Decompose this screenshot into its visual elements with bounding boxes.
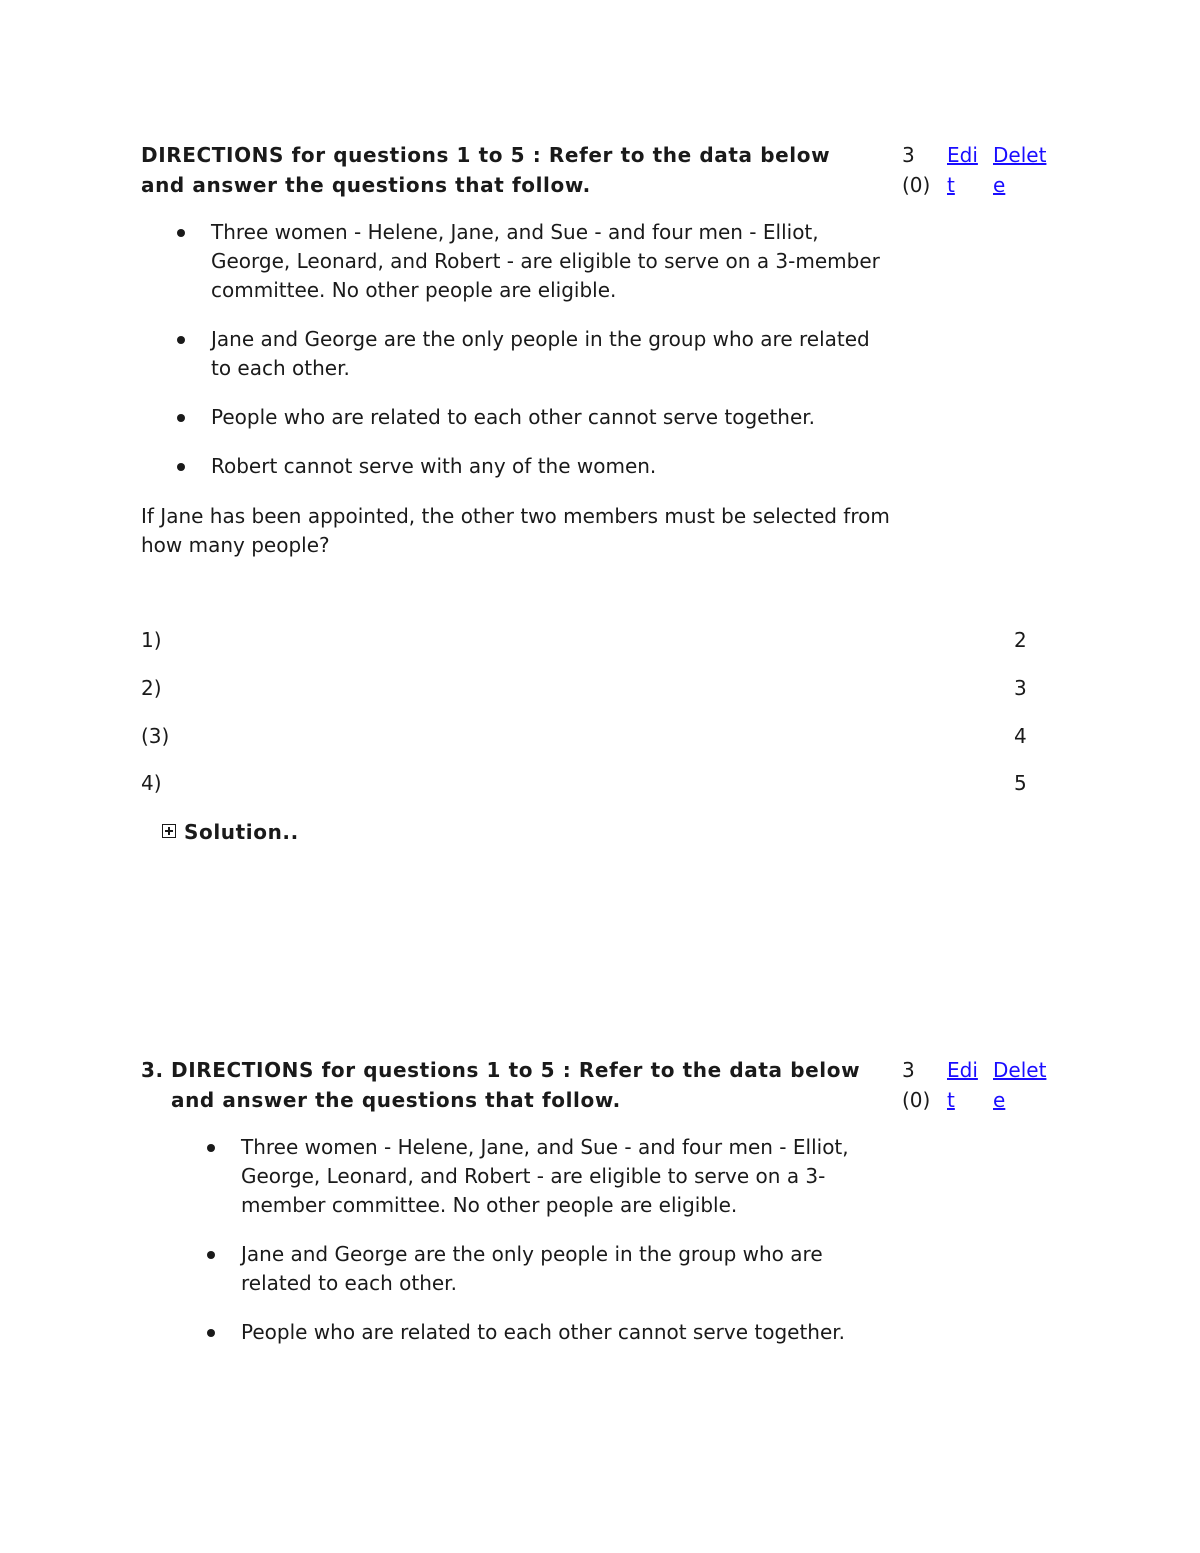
solution-label: Solution.. bbox=[184, 820, 299, 844]
q3-delete-link[interactable]: Delete bbox=[993, 1058, 1047, 1112]
bullet-icon bbox=[207, 1251, 215, 1259]
option-value[interactable]: 2 bbox=[1014, 628, 1027, 652]
expand-plus-icon bbox=[162, 824, 176, 838]
q3-score: 3(0) bbox=[902, 1058, 931, 1112]
q3-edit-link[interactable]: Edit bbox=[947, 1058, 978, 1112]
bullet-icon bbox=[207, 1329, 215, 1337]
q2-directions: DIRECTIONS for questions 1 to 5 : Refer to the data below and answer the questions that follow. bbox=[141, 143, 831, 197]
q2-edit-link[interactable]: Edit bbox=[947, 143, 978, 197]
option-label: (3) bbox=[141, 724, 170, 748]
bullet-icon bbox=[207, 1144, 215, 1152]
bullet-icon bbox=[177, 336, 185, 344]
bullet-text: Three women - Helene, Jane, and Sue - and four men - Elliot, George, Leonard, and Robert - are eligible to serve on a 3-member committee. No other people are eligible. bbox=[241, 1135, 849, 1217]
bullet-text: People who are related to each other cannot serve together. bbox=[241, 1320, 846, 1344]
option-label: 2) bbox=[141, 676, 162, 700]
q2-score: 3(0) bbox=[902, 143, 931, 197]
solution-toggle[interactable] bbox=[162, 817, 299, 847]
option-value[interactable]: 3 bbox=[1014, 676, 1027, 700]
list-item bbox=[211, 452, 891, 481]
q3-number: 3. bbox=[141, 1058, 164, 1082]
bullet-text: Robert cannot serve with any of the women. bbox=[211, 454, 657, 478]
bullet-icon bbox=[177, 463, 185, 471]
q2-delete-link[interactable]: Delete bbox=[993, 143, 1047, 197]
list-item bbox=[211, 218, 891, 305]
bullet-text: Jane and George are the only people in the group who are related to each other. bbox=[241, 1242, 823, 1295]
bullet-text: Jane and George are the only people in the group who are related to each other. bbox=[211, 327, 870, 380]
bullet-text: Three women - Helene, Jane, and Sue - and four men - Elliot, George, Leonard, and Robert - are eligible to serve on a 3-member committee. No other people are eligible. bbox=[211, 220, 880, 302]
q2-bullet-list bbox=[211, 218, 891, 501]
bullet-text: People who are related to each other cannot serve together. bbox=[211, 405, 816, 429]
q2-question-text: If Jane has been appointed, the other two members must be selected from how many people? bbox=[141, 504, 890, 557]
bullet-icon bbox=[177, 414, 185, 422]
q3-directions: DIRECTIONS for questions 1 to 5 : Refer to the data below and answer the questions that follow. bbox=[171, 1058, 861, 1112]
list-item bbox=[241, 1240, 896, 1298]
option-value[interactable]: 4 bbox=[1014, 724, 1027, 748]
option-value[interactable]: 5 bbox=[1014, 771, 1027, 795]
list-item bbox=[211, 325, 891, 383]
list-item bbox=[241, 1133, 896, 1220]
option-label: 1) bbox=[141, 628, 162, 652]
q3-bullet-list bbox=[241, 1133, 896, 1367]
list-item bbox=[241, 1318, 896, 1347]
bullet-icon bbox=[177, 229, 185, 237]
list-item bbox=[211, 403, 891, 432]
option-label: 4) bbox=[141, 771, 162, 795]
